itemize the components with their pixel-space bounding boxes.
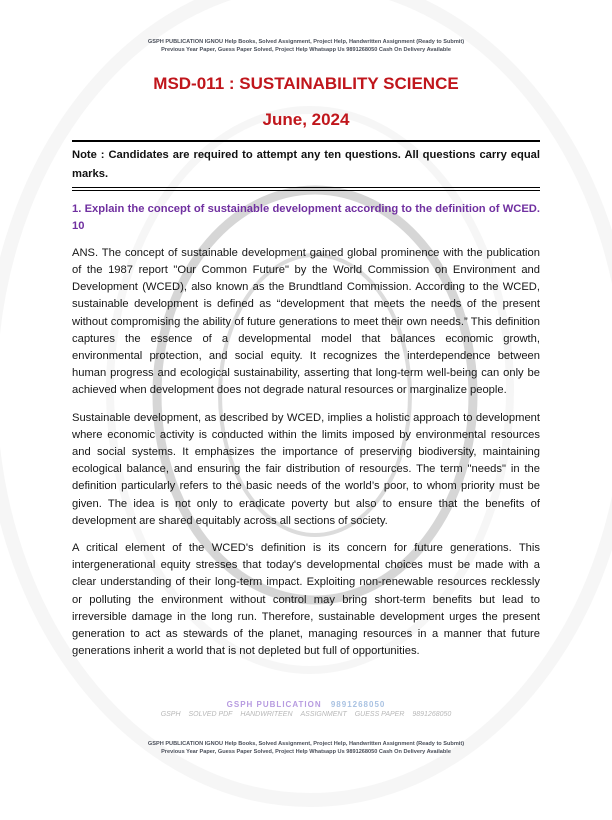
watermark-center-line: GUESS PAPER <box>354 711 405 718</box>
footer-line-2: Previous Year Paper, Guess Paper Solved, Project Help Whatsapp Us 9891268050 Cash On Delivery Available <box>161 749 451 755</box>
header-line-1: GSPH PUBLICATION IGNOU Help Books, Solved Assignment, Project Help, Handwritten Assignment (Ready to Submit) <box>147 39 465 45</box>
page-header <box>0 38 612 54</box>
course-title: MSD-011 : SUSTAINABILITY SCIENCE <box>153 74 459 93</box>
watermark-center-line: SOLVED PDF <box>188 711 233 718</box>
answer-paragraph: A critical element of the WCED's definition is its concern for future generations. This intergenerational equity stresses that today's developmental choices must be made with a clear understanding of their long-term impact. Exploiting non-renewable resources recklessly or polluting the environment without control may bring short-term benefits but lead to irreversible damage in the long run. Therefore, sustainable development urges the present generation to act as stewards of the planet, managing resources in a manner that future generations inherit a world that is not depleted but full of opportunities. <box>72 542 540 658</box>
note-bottom-double-rule <box>72 187 540 191</box>
watermark-center-line: HANDWRITEEN <box>240 711 293 718</box>
watermark-center-line: GSPH <box>160 711 181 718</box>
watermark-center-line: 9891268050 <box>412 711 452 718</box>
stamp-watermark <box>72 700 540 734</box>
watermark-ring-top: GSPH PUBLICATION <box>226 700 322 709</box>
watermark-ring-bottom: 9891268050 <box>330 700 386 709</box>
instructions-note: Note : Candidates are required to attempt any ten questions. All questions carry equal marks. <box>72 149 540 180</box>
watermark-center-line: ASSIGNMENT <box>300 711 347 718</box>
answer-paragraph: ANS. The concept of sustainable development gained global prominence with the publication of the 1987 report "Our Common Future" by the World Commission on Environment and Development (WCED), also known as the Brundtland Commission. According to the WCED, sustainable development is defined as “development that meets the needs of the present without compromising the ability of future generations to meet their own needs.” This definition captures the essence of a developmental model that balances economic growth, environmental protection, and social equity. It recognizes the interdependence between human progress and ecological sustainability, asserting that long-term well-being can only be achieved when development does not degrade natural resources or marginalize people. <box>72 246 540 397</box>
exam-session: June, 2024 <box>262 110 350 129</box>
question-heading: 1. Explain the concept of sustainable development according to the definition of WCED. 10 <box>72 202 540 232</box>
document-body <box>72 140 540 660</box>
page-footer <box>0 740 612 756</box>
header-line-2: Previous Year Paper, Guess Paper Solved, Project Help Whatsapp Us 9891268050 Cash On Delivery Available <box>161 47 451 53</box>
answer-paragraph: Sustainable development, as described by WCED, implies a holistic approach to development where economic activity is conducted within the limits imposed by environmental resources and social systems. It emphasizes the importance of preserving biodiversity, maintaining ecological balance, and ensuring the fair distribution of resources. The term "needs" in the definition particularly refers to the basic needs of the world’s poor, to whom priority must be given. The idea is not only to eradicate poverty but also to ensure that the benefits of development are shared equitably across all sections of society. <box>72 411 540 527</box>
footer-line-1: GSPH PUBLICATION IGNOU Help Books, Solved Assignment, Project Help, Handwritten Assignment (Ready to Submit) <box>147 741 465 747</box>
